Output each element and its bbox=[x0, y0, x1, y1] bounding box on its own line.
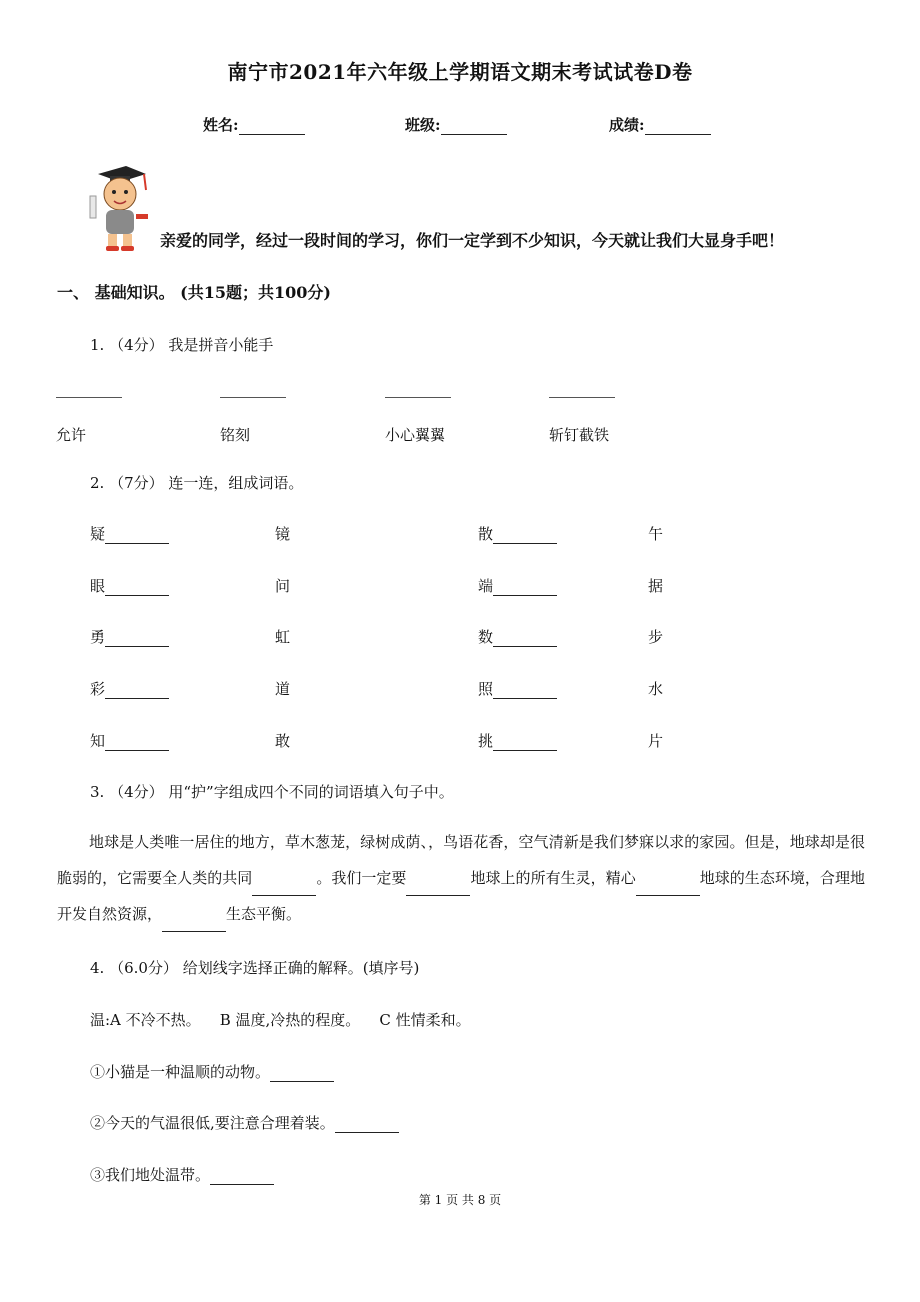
section-heading: 一、 基础知识。 (共15题；共100分) bbox=[57, 283, 331, 302]
sentence-item: ②今天的气温很低,要注意合理着装。 bbox=[90, 1112, 399, 1133]
match-left-item: 散 bbox=[478, 523, 557, 544]
match-right-item: 步 bbox=[648, 628, 664, 646]
word-item: 铭刻 bbox=[220, 426, 251, 444]
sentence-item: ①小猫是一种温顺的动物。 bbox=[90, 1061, 334, 1082]
match-left-item: 端 bbox=[478, 575, 557, 596]
match-blank[interactable] bbox=[105, 736, 169, 751]
word-item: 允许 bbox=[56, 426, 87, 444]
match-right-item: 午 bbox=[648, 525, 664, 543]
name-field[interactable] bbox=[203, 114, 305, 135]
match-left-item: 照 bbox=[478, 678, 557, 699]
sentence-item: ③我们地处温带。 bbox=[90, 1164, 274, 1185]
pinyin-blank-4[interactable] bbox=[549, 397, 615, 398]
match-left-item: 数 bbox=[478, 626, 557, 647]
name-blank[interactable] bbox=[239, 118, 305, 135]
answer-blank[interactable] bbox=[210, 1170, 274, 1185]
class-label: 班级: bbox=[405, 116, 441, 134]
match-blank[interactable] bbox=[493, 632, 557, 647]
definition-options: 温:A 不冷不热。 B 温度,冷热的程度。 C 性情柔和。 bbox=[90, 1011, 471, 1029]
match-blank[interactable] bbox=[493, 581, 557, 596]
match-right-item: 片 bbox=[648, 732, 664, 750]
match-blank[interactable] bbox=[493, 684, 557, 699]
greeting-text: 亲爱的同学，经过一段时间的学习，你们一定学到不少知识，今天就让我们大显身手吧！ bbox=[160, 231, 785, 250]
match-blank[interactable] bbox=[105, 529, 169, 544]
pinyin-blank-3[interactable] bbox=[385, 397, 451, 398]
answer-blank[interactable] bbox=[335, 1118, 399, 1133]
match-blank[interactable] bbox=[105, 632, 169, 647]
match-middle-item: 敢 bbox=[275, 732, 291, 750]
match-middle-item: 镜 bbox=[275, 525, 291, 543]
page-footer: 第 1 页 共 8 页 bbox=[418, 1193, 502, 1207]
score-blank[interactable] bbox=[645, 118, 711, 135]
score-field[interactable] bbox=[609, 114, 711, 135]
mascot-illustration bbox=[84, 160, 152, 252]
match-right-item: 水 bbox=[648, 680, 664, 698]
match-blank[interactable] bbox=[105, 684, 169, 699]
match-blank[interactable] bbox=[493, 736, 557, 751]
fill-blank-1[interactable] bbox=[252, 881, 316, 896]
match-left-item: 眼 bbox=[90, 575, 169, 596]
fill-blank-3[interactable] bbox=[636, 881, 700, 896]
question-2-label: 2. （7分） 连一连，组成词语。 bbox=[90, 474, 304, 492]
class-field[interactable] bbox=[405, 114, 507, 135]
score-label: 成绩: bbox=[609, 116, 645, 134]
question-4-label: 4. （6.0分） 给划线字选择正确的解释。(填序号) bbox=[90, 959, 420, 977]
match-left-item: 挑 bbox=[478, 730, 557, 751]
question-3-label: 3. （4分） 用“护”字组成四个不同的词语填入句子中。 bbox=[90, 783, 454, 801]
pinyin-blank-1[interactable] bbox=[56, 397, 122, 398]
word-item: 斩钉截铁 bbox=[549, 426, 610, 444]
question-1-label: 1. （4分） 我是拼音小能手 bbox=[90, 336, 274, 354]
match-left-item: 知 bbox=[90, 730, 169, 751]
match-middle-item: 问 bbox=[275, 577, 291, 595]
fill-blank-4[interactable] bbox=[162, 917, 226, 932]
match-left-item: 彩 bbox=[90, 678, 169, 699]
class-blank[interactable] bbox=[441, 118, 507, 135]
match-blank[interactable] bbox=[493, 529, 557, 544]
pinyin-blank-2[interactable] bbox=[220, 397, 286, 398]
fill-blank-2[interactable] bbox=[406, 881, 470, 896]
name-label: 姓名: bbox=[203, 116, 239, 134]
match-left-item: 勇 bbox=[90, 626, 169, 647]
match-middle-item: 道 bbox=[275, 680, 291, 698]
page-title: 南宁市2021年六年级上学期语文期末考试试卷D卷 bbox=[227, 60, 693, 84]
answer-blank[interactable] bbox=[270, 1067, 334, 1082]
question-3-passage: 地球是人类唯一居住的地方，草木葱茏，绿树成荫、，鸟语花香，空气清新是我们梦寐以求的家园。但是，地球却是很脆弱的，它需要全人类的共同 。我们一定要 地球上的所有生灵，精心 地球的生态环境，合理地开发自然资源， 生态平衡。 bbox=[57, 824, 865, 932]
word-item: 小心翼翼 bbox=[385, 426, 446, 444]
match-blank[interactable] bbox=[105, 581, 169, 596]
match-left-item: 疑 bbox=[90, 523, 169, 544]
match-right-item: 据 bbox=[648, 577, 664, 595]
match-middle-item: 虹 bbox=[275, 628, 291, 646]
